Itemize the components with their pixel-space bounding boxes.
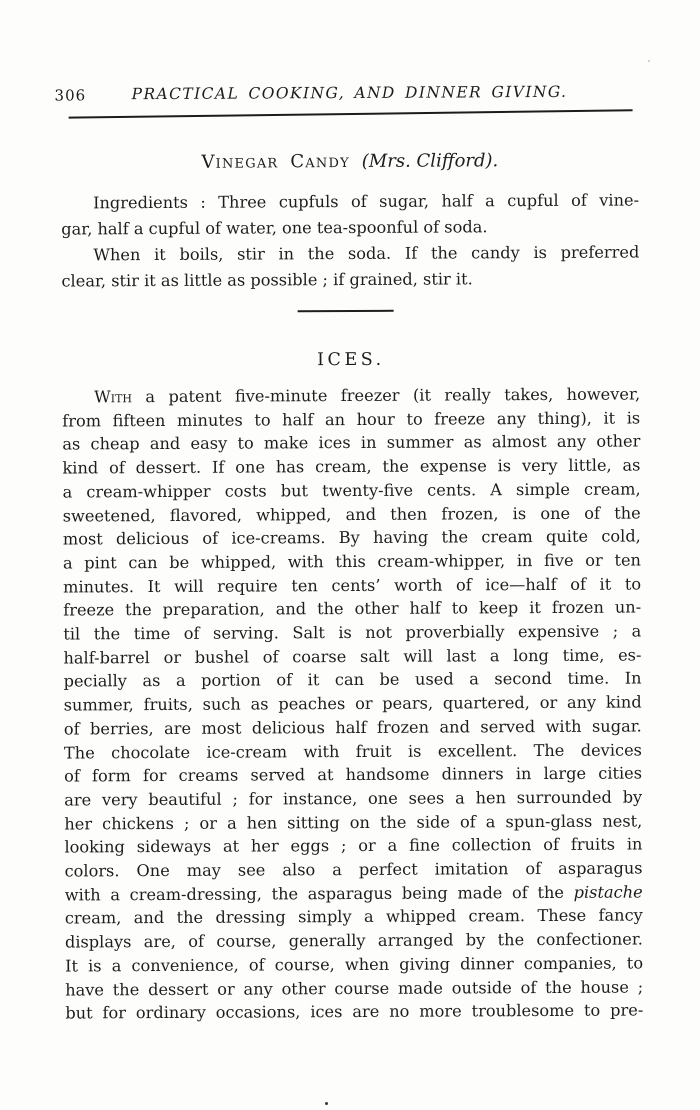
text-line	[61, 213, 639, 242]
text-segment: pecially as a portion of it can be used a second time. In	[63, 668, 642, 691]
text-line	[65, 951, 643, 978]
ices-section	[62, 382, 643, 1025]
text-segment: of form for creams served at handsome dinners in large cities	[64, 763, 643, 786]
text-line	[65, 928, 643, 955]
section-divider	[298, 310, 394, 313]
text-segment: kind of dessert. If one has cream, the expense is very little, as	[62, 455, 641, 478]
text-segment: as cheap and easy to make ices in summer as almost any other	[62, 431, 641, 454]
text-segment: summer, fruits, such as peaches or pears, quartered, or any kind	[63, 692, 642, 715]
text-segment: most delicious of ice-creams. By having the cream quite cold,	[62, 526, 641, 549]
text-line	[64, 833, 642, 860]
text-line	[64, 714, 642, 741]
section-heading-ices: ICES.	[317, 349, 385, 371]
page-content	[54, 0, 644, 1025]
scan-speck-icon	[325, 1102, 328, 1105]
text-segment: With	[94, 387, 133, 407]
text-line	[62, 454, 640, 481]
page-header	[54, 82, 638, 105]
text-line	[65, 999, 643, 1026]
text-line	[62, 430, 640, 457]
text-segment: half-barrel or bushel of coarse salt will last a long time, es-	[63, 645, 642, 668]
text-segment: of berries, are most delicious half frozen and served with sugar.	[63, 716, 642, 739]
text-segment: cream, and the dressing simply a whipped cream. These fancy	[64, 905, 643, 928]
text-line	[65, 975, 643, 1002]
text-line	[65, 880, 643, 907]
text-line	[63, 548, 641, 575]
text-line	[61, 265, 639, 294]
text-line	[63, 643, 641, 670]
text-segment: a cream-whipper costs but twenty-five cents. A simple cream,	[62, 479, 641, 502]
text-segment: til the time of serving. Salt is not proverbially expensive ; a	[63, 621, 642, 644]
text-segment: colors. One may see also a perfect imitation of asparagus	[64, 858, 643, 881]
recipe-heading	[61, 149, 639, 173]
running-title: PRACTICAL COOKING, AND DINNER GIVING.	[131, 82, 568, 104]
text-line	[65, 904, 643, 931]
text-segment: clear, stir it as little as possible ; if grained, stir it.	[61, 269, 473, 291]
text-line	[62, 382, 640, 409]
text-line	[64, 667, 642, 694]
text-segment: When it boils, stir in the soda. If the candy is preferred	[93, 242, 640, 265]
text-line	[64, 857, 642, 884]
text-line	[63, 477, 641, 504]
text-segment: sweetened, flavored, whipped, and then frozen, is one of the	[62, 502, 641, 526]
recipe-attribution: (Mrs. Clifford).	[361, 150, 499, 172]
text-segment: It is a convenience, of course, when giving dinner companies, to	[65, 953, 644, 976]
recipe-title: Vinegar Candy	[201, 150, 362, 173]
text-line	[62, 406, 640, 433]
text-segment: a patent five-minute freezer (it really takes, however,	[131, 384, 641, 407]
paragraph	[61, 239, 639, 294]
header-rule	[69, 109, 633, 118]
text-line	[63, 572, 641, 599]
text-segment: displays are, of course, generally arranged by the confectioner.	[64, 929, 643, 952]
page-number: 306	[54, 86, 87, 105]
text-segment: The chocolate ice-cream with fruit is excellent. The devices	[63, 740, 642, 763]
vinegar-candy-section	[61, 187, 640, 294]
text-line	[63, 596, 641, 623]
text-line	[61, 187, 639, 216]
paragraph	[62, 382, 643, 1025]
scan-speck-icon	[648, 60, 650, 62]
text-segment: are very beautiful ; for instance, one sees a hen surrounded by	[64, 787, 643, 810]
text-line	[64, 762, 642, 789]
text-line	[64, 785, 642, 812]
text-line	[63, 525, 641, 552]
text-segment: have the dessert or any other course made outside of the house ;	[65, 977, 644, 1000]
text-line	[64, 809, 642, 836]
text-segment: freeze the preparation, and the other half to keep it frozen un-	[63, 597, 642, 620]
text-segment: pistache	[573, 882, 643, 902]
text-segment: her chickens ; or a hen sitting on the side of a spun-glass nest,	[64, 811, 643, 834]
text-line	[64, 691, 642, 718]
paragraph	[61, 187, 639, 242]
text-segment: gar, half a cupful of water, one tea-spoonful of soda.	[61, 217, 488, 239]
text-line	[64, 738, 642, 765]
text-line	[61, 239, 639, 268]
text-line	[63, 501, 641, 528]
text-segment: looking sideways at her eggs ; or a fine collection of fruits in	[64, 834, 643, 857]
text-line	[63, 620, 641, 647]
text-segment: minutes. It will require ten cents’ worth of ice—half of it to	[63, 574, 642, 597]
text-segment: Ingredients : Three cupfuls of sugar, half a cupful of vine-	[93, 190, 640, 213]
text-segment: a pint can be whipped, with this cream-whipper, in five or ten	[62, 550, 641, 573]
text-segment: with a cream-dressing, the asparagus being made of the	[64, 882, 574, 905]
text-segment: from fifteen minutes to half an hour to freeze any thing), it is	[62, 408, 641, 431]
text-segment: but for ordinary occasions, ices are no more troublesome to pre-	[65, 1000, 644, 1023]
